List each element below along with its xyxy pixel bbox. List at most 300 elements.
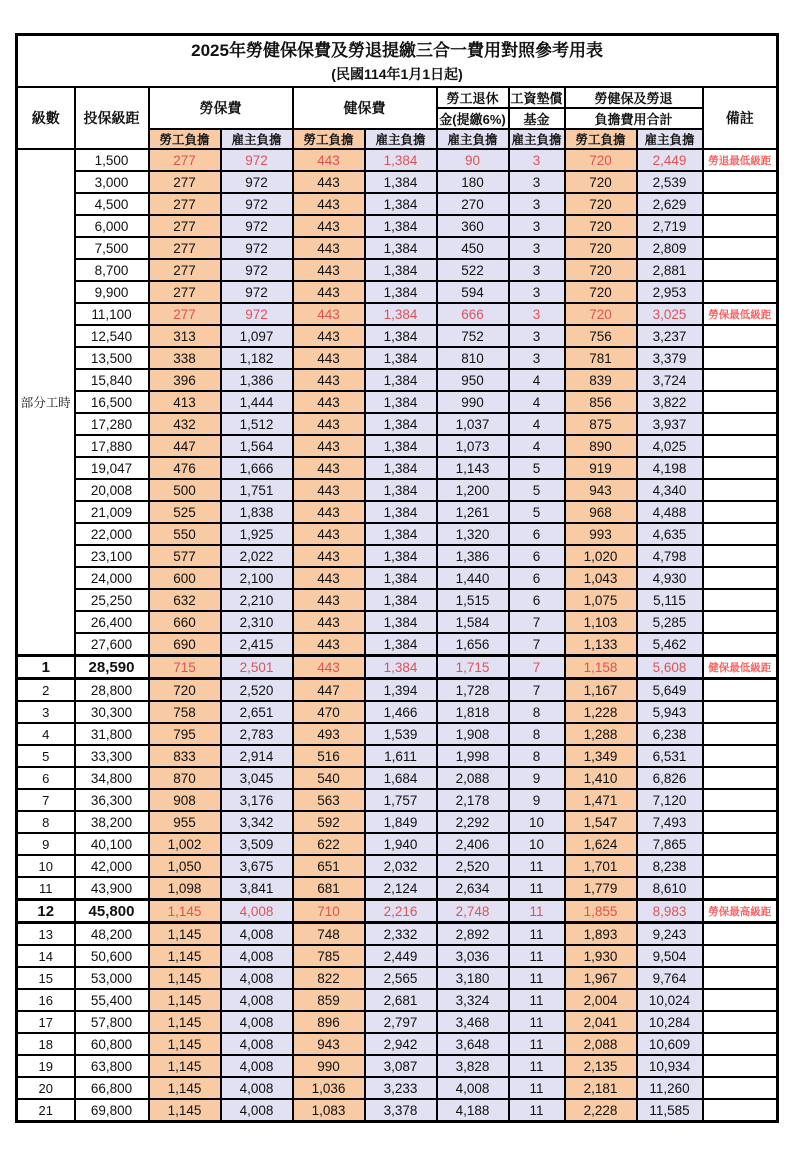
value-cell: 3,509	[221, 833, 293, 855]
value-cell: 443	[293, 589, 365, 611]
note-cell	[703, 767, 778, 789]
value-cell: 443	[293, 413, 365, 435]
value-cell: 1,410	[565, 767, 637, 789]
value-cell: 1,684	[365, 767, 437, 789]
value-cell: 277	[149, 193, 221, 215]
subheader-wage-fund-employer: 雇主負擔	[509, 129, 565, 149]
value-cell: 1,384	[365, 237, 437, 259]
value-cell: 632	[149, 589, 221, 611]
value-cell: 651	[293, 855, 365, 877]
value-cell: 2,100	[221, 567, 293, 589]
value-cell: 5	[509, 479, 565, 501]
value-cell: 396	[149, 369, 221, 391]
value-cell: 993	[565, 523, 637, 545]
value-cell: 1,145	[149, 1011, 221, 1033]
value-cell: 990	[437, 391, 509, 413]
value-cell: 3,675	[221, 855, 293, 877]
col-header-labor-insurance: 勞保費	[149, 87, 293, 129]
value-cell: 10	[509, 811, 565, 833]
value-cell: 10,609	[637, 1033, 703, 1055]
value-cell: 1,073	[437, 435, 509, 457]
value-cell: 277	[149, 149, 221, 171]
table-row	[17, 435, 778, 457]
group-label-cell: 部分工時	[17, 149, 75, 656]
value-cell: 1,349	[565, 745, 637, 767]
note-cell	[703, 723, 778, 745]
value-cell: 1,818	[437, 701, 509, 723]
value-cell: 10,284	[637, 1011, 703, 1033]
value-cell: 2,629	[637, 193, 703, 215]
value-cell: 1,547	[565, 811, 637, 833]
value-cell: 4	[509, 391, 565, 413]
value-cell: 2,501	[221, 656, 293, 679]
value-cell: 1,384	[365, 611, 437, 633]
value-cell: 1,384	[365, 193, 437, 215]
value-cell: 4,008	[221, 1099, 293, 1122]
value-cell: 1,037	[437, 413, 509, 435]
value-cell: 1,384	[365, 413, 437, 435]
value-cell: 822	[293, 967, 365, 989]
table-row	[17, 567, 778, 589]
value-cell: 8,238	[637, 855, 703, 877]
value-cell: 3	[509, 259, 565, 281]
table-row	[17, 900, 778, 923]
value-cell: 4	[509, 413, 565, 435]
value-cell: 7,120	[637, 789, 703, 811]
value-cell: 2,216	[365, 900, 437, 923]
value-cell: 968	[565, 501, 637, 523]
value-cell: 972	[221, 149, 293, 171]
note-cell	[703, 479, 778, 501]
note-cell	[703, 745, 778, 767]
value-cell: 1,564	[221, 435, 293, 457]
level-cell: 7	[17, 789, 75, 811]
value-cell: 1,145	[149, 1099, 221, 1122]
value-cell: 1,384	[365, 149, 437, 171]
note-cell	[703, 413, 778, 435]
value-cell: 1,394	[365, 679, 437, 702]
table-row	[17, 479, 778, 501]
value-cell: 3	[509, 149, 565, 171]
value-cell: 447	[149, 435, 221, 457]
value-cell: 1,145	[149, 1033, 221, 1055]
value-cell: 3,724	[637, 369, 703, 391]
salary-cell: 27,600	[75, 633, 149, 656]
value-cell: 4,008	[221, 989, 293, 1011]
value-cell: 2,022	[221, 545, 293, 567]
level-cell: 21	[17, 1099, 75, 1122]
value-cell: 2,415	[221, 633, 293, 656]
note-cell	[703, 193, 778, 215]
note-cell	[703, 435, 778, 457]
value-cell: 4,008	[221, 1033, 293, 1055]
value-cell: 1,386	[221, 369, 293, 391]
value-cell: 4,008	[221, 900, 293, 923]
salary-cell: 4,500	[75, 193, 149, 215]
value-cell: 1,043	[565, 567, 637, 589]
value-cell: 1,539	[365, 723, 437, 745]
value-cell: 660	[149, 611, 221, 633]
value-cell: 6	[509, 523, 565, 545]
table-row	[17, 656, 778, 679]
value-cell: 6	[509, 567, 565, 589]
level-cell: 15	[17, 967, 75, 989]
value-cell: 810	[437, 347, 509, 369]
col-header-salary: 投保級距	[75, 87, 149, 149]
value-cell: 443	[293, 347, 365, 369]
level-cell: 8	[17, 811, 75, 833]
value-cell: 1,893	[565, 923, 637, 946]
value-cell: 972	[221, 215, 293, 237]
value-cell: 90	[437, 149, 509, 171]
value-cell: 11	[509, 1099, 565, 1122]
value-cell: 8	[509, 723, 565, 745]
value-cell: 2,719	[637, 215, 703, 237]
value-cell: 720	[565, 215, 637, 237]
table-row	[17, 413, 778, 435]
value-cell: 3,342	[221, 811, 293, 833]
value-cell: 1,384	[365, 545, 437, 567]
value-cell: 2,004	[565, 989, 637, 1011]
col-header-total-line1: 勞健保及勞退	[565, 87, 703, 108]
value-cell: 5,608	[637, 656, 703, 679]
value-cell: 3,036	[437, 945, 509, 967]
value-cell: 4,008	[221, 945, 293, 967]
table-row	[17, 193, 778, 215]
value-cell: 4,488	[637, 501, 703, 523]
value-cell: 6,826	[637, 767, 703, 789]
value-cell: 720	[149, 679, 221, 702]
salary-cell: 17,280	[75, 413, 149, 435]
note-cell	[703, 679, 778, 702]
salary-cell: 15,840	[75, 369, 149, 391]
col-header-wage-fund-line1: 工資墊償	[509, 87, 565, 108]
salary-cell: 42,000	[75, 855, 149, 877]
value-cell: 1,444	[221, 391, 293, 413]
note-cell	[703, 369, 778, 391]
value-cell: 1,182	[221, 347, 293, 369]
value-cell: 4,008	[221, 923, 293, 946]
value-cell: 592	[293, 811, 365, 833]
salary-cell: 7,500	[75, 237, 149, 259]
value-cell: 3,237	[637, 325, 703, 347]
value-cell: 3	[509, 171, 565, 193]
value-cell: 443	[293, 633, 365, 656]
value-cell: 6,531	[637, 745, 703, 767]
level-cell: 19	[17, 1055, 75, 1077]
value-cell: 3	[509, 281, 565, 303]
salary-cell: 3,000	[75, 171, 149, 193]
value-cell: 5,943	[637, 701, 703, 723]
value-cell: 277	[149, 237, 221, 259]
value-cell: 2,124	[365, 877, 437, 900]
value-cell: 4,008	[221, 1055, 293, 1077]
value-cell: 443	[293, 369, 365, 391]
value-cell: 11	[509, 877, 565, 900]
note-cell	[703, 215, 778, 237]
value-cell: 3,180	[437, 967, 509, 989]
value-cell: 972	[221, 281, 293, 303]
value-cell: 720	[565, 171, 637, 193]
value-cell: 1,145	[149, 900, 221, 923]
note-cell	[703, 633, 778, 656]
value-cell: 4,930	[637, 567, 703, 589]
table-row	[17, 347, 778, 369]
value-cell: 1,838	[221, 501, 293, 523]
value-cell: 338	[149, 347, 221, 369]
value-cell: 720	[565, 281, 637, 303]
value-cell: 3,841	[221, 877, 293, 900]
value-cell: 1,167	[565, 679, 637, 702]
note-cell	[703, 1077, 778, 1099]
value-cell: 1,386	[437, 545, 509, 567]
value-cell: 493	[293, 723, 365, 745]
table-row	[17, 945, 778, 967]
table-row	[17, 967, 778, 989]
value-cell: 1,075	[565, 589, 637, 611]
value-cell: 3	[509, 303, 565, 325]
value-cell: 972	[221, 259, 293, 281]
table-row	[17, 789, 778, 811]
value-cell: 2,088	[437, 767, 509, 789]
value-cell: 2,634	[437, 877, 509, 900]
salary-cell: 23,100	[75, 545, 149, 567]
level-cell: 17	[17, 1011, 75, 1033]
value-cell: 443	[293, 523, 365, 545]
value-cell: 622	[293, 833, 365, 855]
value-cell: 748	[293, 923, 365, 946]
salary-cell: 9,900	[75, 281, 149, 303]
value-cell: 990	[293, 1055, 365, 1077]
value-cell: 443	[293, 391, 365, 413]
value-cell: 447	[293, 679, 365, 702]
value-cell: 3	[509, 347, 565, 369]
value-cell: 9,243	[637, 923, 703, 946]
value-cell: 3,233	[365, 1077, 437, 1099]
salary-cell: 22,000	[75, 523, 149, 545]
value-cell: 3	[509, 325, 565, 347]
value-cell: 550	[149, 523, 221, 545]
value-cell: 4,340	[637, 479, 703, 501]
value-cell: 1,656	[437, 633, 509, 656]
value-cell: 2,310	[221, 611, 293, 633]
value-cell: 594	[437, 281, 509, 303]
value-cell: 5,462	[637, 633, 703, 656]
salary-cell: 17,880	[75, 435, 149, 457]
level-cell: 6	[17, 767, 75, 789]
note-cell	[703, 945, 778, 967]
note-cell	[703, 281, 778, 303]
table-row	[17, 1011, 778, 1033]
value-cell: 11,260	[637, 1077, 703, 1099]
value-cell: 11	[509, 1033, 565, 1055]
salary-cell: 45,800	[75, 900, 149, 923]
value-cell: 7	[509, 679, 565, 702]
value-cell: 443	[293, 149, 365, 171]
salary-cell: 66,800	[75, 1077, 149, 1099]
value-cell: 3	[509, 237, 565, 259]
value-cell: 1,384	[365, 303, 437, 325]
value-cell: 943	[565, 479, 637, 501]
value-cell: 972	[221, 237, 293, 259]
value-cell: 525	[149, 501, 221, 523]
table-row	[17, 303, 778, 325]
title-row	[17, 35, 778, 88]
value-cell: 2,565	[365, 967, 437, 989]
table-row	[17, 325, 778, 347]
value-cell: 443	[293, 479, 365, 501]
value-cell: 2,520	[437, 855, 509, 877]
salary-cell: 48,200	[75, 923, 149, 946]
note-cell	[703, 855, 778, 877]
value-cell: 443	[293, 237, 365, 259]
value-cell: 890	[565, 435, 637, 457]
value-cell: 11	[509, 923, 565, 946]
value-cell: 2,135	[565, 1055, 637, 1077]
value-cell: 3,648	[437, 1033, 509, 1055]
note-cell	[703, 589, 778, 611]
value-cell: 1,002	[149, 833, 221, 855]
value-cell: 666	[437, 303, 509, 325]
value-cell: 8,610	[637, 877, 703, 900]
note-cell	[703, 237, 778, 259]
value-cell: 7	[509, 633, 565, 656]
value-cell: 1,384	[365, 523, 437, 545]
subheader-labor-employer: 雇主負擔	[221, 129, 293, 149]
value-cell: 1,384	[365, 589, 437, 611]
note-cell	[703, 789, 778, 811]
col-header-note: 備註	[703, 87, 778, 149]
note-cell	[703, 567, 778, 589]
value-cell: 2,088	[565, 1033, 637, 1055]
value-cell: 1,145	[149, 1077, 221, 1099]
table-row	[17, 701, 778, 723]
note-cell	[703, 1011, 778, 1033]
value-cell: 8	[509, 701, 565, 723]
level-cell: 20	[17, 1077, 75, 1099]
value-cell: 1,145	[149, 989, 221, 1011]
value-cell: 2,881	[637, 259, 703, 281]
value-cell: 413	[149, 391, 221, 413]
value-cell: 896	[293, 1011, 365, 1033]
note-cell	[703, 1055, 778, 1077]
value-cell: 3,937	[637, 413, 703, 435]
value-cell: 11	[509, 900, 565, 923]
note-cell: 勞保最高級距	[703, 900, 778, 923]
value-cell: 277	[149, 171, 221, 193]
page-title: 2025年勞健保保費及勞退提繳三合一費用對照參考用表	[191, 40, 603, 60]
subheader-health-employer: 雇主負擔	[365, 129, 437, 149]
value-cell: 908	[149, 789, 221, 811]
value-cell: 277	[149, 259, 221, 281]
level-cell: 2	[17, 679, 75, 702]
value-cell: 1,145	[149, 923, 221, 946]
value-cell: 2,449	[365, 945, 437, 967]
value-cell: 1,751	[221, 479, 293, 501]
page-subtitle: (民國114年1月1日起)	[331, 65, 463, 82]
value-cell: 476	[149, 457, 221, 479]
salary-cell: 6,000	[75, 215, 149, 237]
note-cell	[703, 967, 778, 989]
value-cell: 2,681	[365, 989, 437, 1011]
table-row	[17, 1033, 778, 1055]
subheader-labor-employee: 勞工負擔	[149, 129, 221, 149]
value-cell: 1,200	[437, 479, 509, 501]
value-cell: 4,008	[221, 967, 293, 989]
table-row	[17, 767, 778, 789]
note-cell	[703, 1033, 778, 1055]
col-header-total-line2: 負擔費用合計	[565, 108, 703, 129]
table-row	[17, 1099, 778, 1122]
value-cell: 11	[509, 1011, 565, 1033]
value-cell: 3,045	[221, 767, 293, 789]
salary-cell: 28,590	[75, 656, 149, 679]
salary-cell: 43,900	[75, 877, 149, 900]
value-cell: 2,520	[221, 679, 293, 702]
value-cell: 1,261	[437, 501, 509, 523]
note-cell	[703, 811, 778, 833]
table-body	[17, 149, 778, 1122]
value-cell: 1,228	[565, 701, 637, 723]
table-row	[17, 171, 778, 193]
note-cell: 勞保最低級距	[703, 303, 778, 325]
value-cell: 2,210	[221, 589, 293, 611]
value-cell: 7,865	[637, 833, 703, 855]
value-cell: 1,097	[221, 325, 293, 347]
value-cell: 2,406	[437, 833, 509, 855]
value-cell: 277	[149, 303, 221, 325]
value-cell: 710	[293, 900, 365, 923]
value-cell: 11	[509, 967, 565, 989]
note-cell	[703, 833, 778, 855]
value-cell: 1,440	[437, 567, 509, 589]
value-cell: 2,651	[221, 701, 293, 723]
value-cell: 1,384	[365, 501, 437, 523]
value-cell: 8	[509, 745, 565, 767]
note-cell	[703, 545, 778, 567]
value-cell: 443	[293, 325, 365, 347]
value-cell: 1,384	[365, 325, 437, 347]
value-cell: 277	[149, 281, 221, 303]
value-cell: 1,466	[365, 701, 437, 723]
value-cell: 1,145	[149, 945, 221, 967]
value-cell: 443	[293, 457, 365, 479]
value-cell: 720	[565, 149, 637, 171]
value-cell: 1,384	[365, 633, 437, 656]
value-cell: 1,779	[565, 877, 637, 900]
value-cell: 1,384	[365, 347, 437, 369]
value-cell: 4,188	[437, 1099, 509, 1122]
value-cell: 1,715	[437, 656, 509, 679]
value-cell: 9	[509, 767, 565, 789]
value-cell: 443	[293, 303, 365, 325]
value-cell: 720	[565, 237, 637, 259]
value-cell: 277	[149, 215, 221, 237]
note-cell	[703, 877, 778, 900]
value-cell: 3,025	[637, 303, 703, 325]
value-cell: 2,041	[565, 1011, 637, 1033]
value-cell: 720	[565, 303, 637, 325]
value-cell: 4,008	[437, 1077, 509, 1099]
value-cell: 10,024	[637, 989, 703, 1011]
salary-cell: 36,300	[75, 789, 149, 811]
value-cell: 443	[293, 611, 365, 633]
table-row	[17, 679, 778, 702]
level-cell: 12	[17, 900, 75, 923]
value-cell: 2,797	[365, 1011, 437, 1033]
value-cell: 2,914	[221, 745, 293, 767]
value-cell: 720	[565, 259, 637, 281]
